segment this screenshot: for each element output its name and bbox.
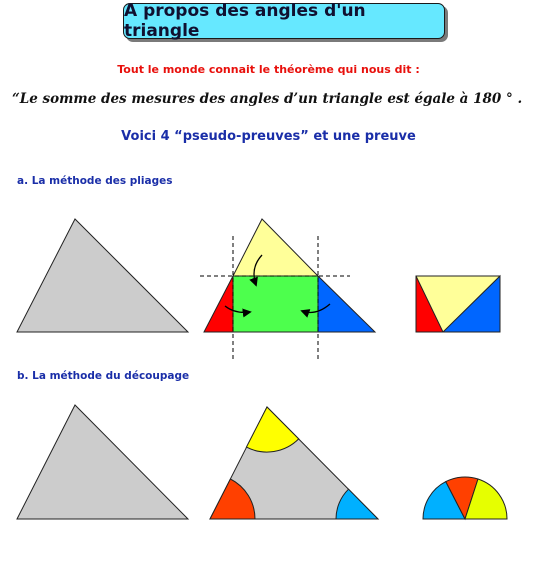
triangle-a-folded — [200, 219, 375, 359]
triangle-b-cut — [210, 407, 378, 519]
subheading: Voici 4 “pseudo-preuves” et une preuve — [121, 129, 416, 144]
intro-text: Tout le monde connait le théorème qui nous dit : — [117, 63, 420, 76]
page-title: A propos des angles d'un triangle — [123, 3, 445, 39]
theorem-quote: “Le somme des mesures des angles d’un triangle est égale à 180 ° . — [12, 91, 523, 107]
section-b-heading: b. La méthode du découpage — [17, 370, 190, 382]
fold-center-green — [233, 276, 318, 332]
fold-right-blue — [318, 276, 375, 332]
fold-left-red — [204, 276, 233, 332]
angle-sector-top — [246, 407, 298, 452]
fold-top-yellow — [233, 219, 318, 276]
cut-result-half-disc — [423, 477, 507, 519]
triangle-b-plain — [17, 405, 188, 519]
section-a-heading: a. La méthode des pliages — [17, 175, 173, 187]
fold-result-rectangle — [416, 276, 500, 332]
triangle-a-plain — [17, 219, 188, 332]
